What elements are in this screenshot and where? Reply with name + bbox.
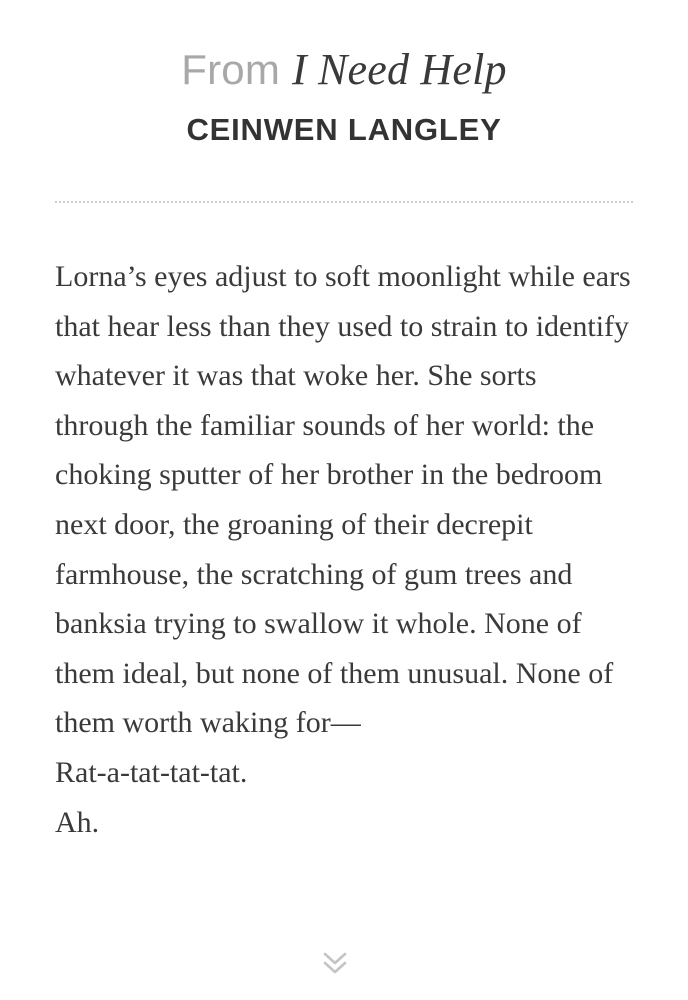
excerpt-paragraph: Lorna’s eyes adjust to soft moonlight while ears that hear less than they used to strain to identify whatever it was that woke her. She sorts through the familiar sounds of her world: the choking sputter of her brother in the bedroom next door, the groaning of their decrepit farmhouse, the scratching of gum trees and banksia trying to swallow it whole. None of them ideal, but none of them unusual. None of them worth waking for—: [55, 260, 631, 740]
from-label: From: [181, 46, 281, 93]
excerpt-header: [0, 44, 688, 150]
excerpt-paragraph: Ah.: [55, 805, 100, 839]
double-chevron-down-icon[interactable]: [321, 950, 349, 978]
excerpt-paragraph: Rat-a-tat-tat-tat.: [55, 755, 248, 789]
book-title: I Need Help: [291, 45, 507, 94]
book-heading: [0, 44, 688, 96]
excerpt-body: [55, 252, 635, 847]
dotted-divider: [55, 201, 633, 203]
author-name: CEINWEN LANGLEY: [186, 112, 502, 147]
